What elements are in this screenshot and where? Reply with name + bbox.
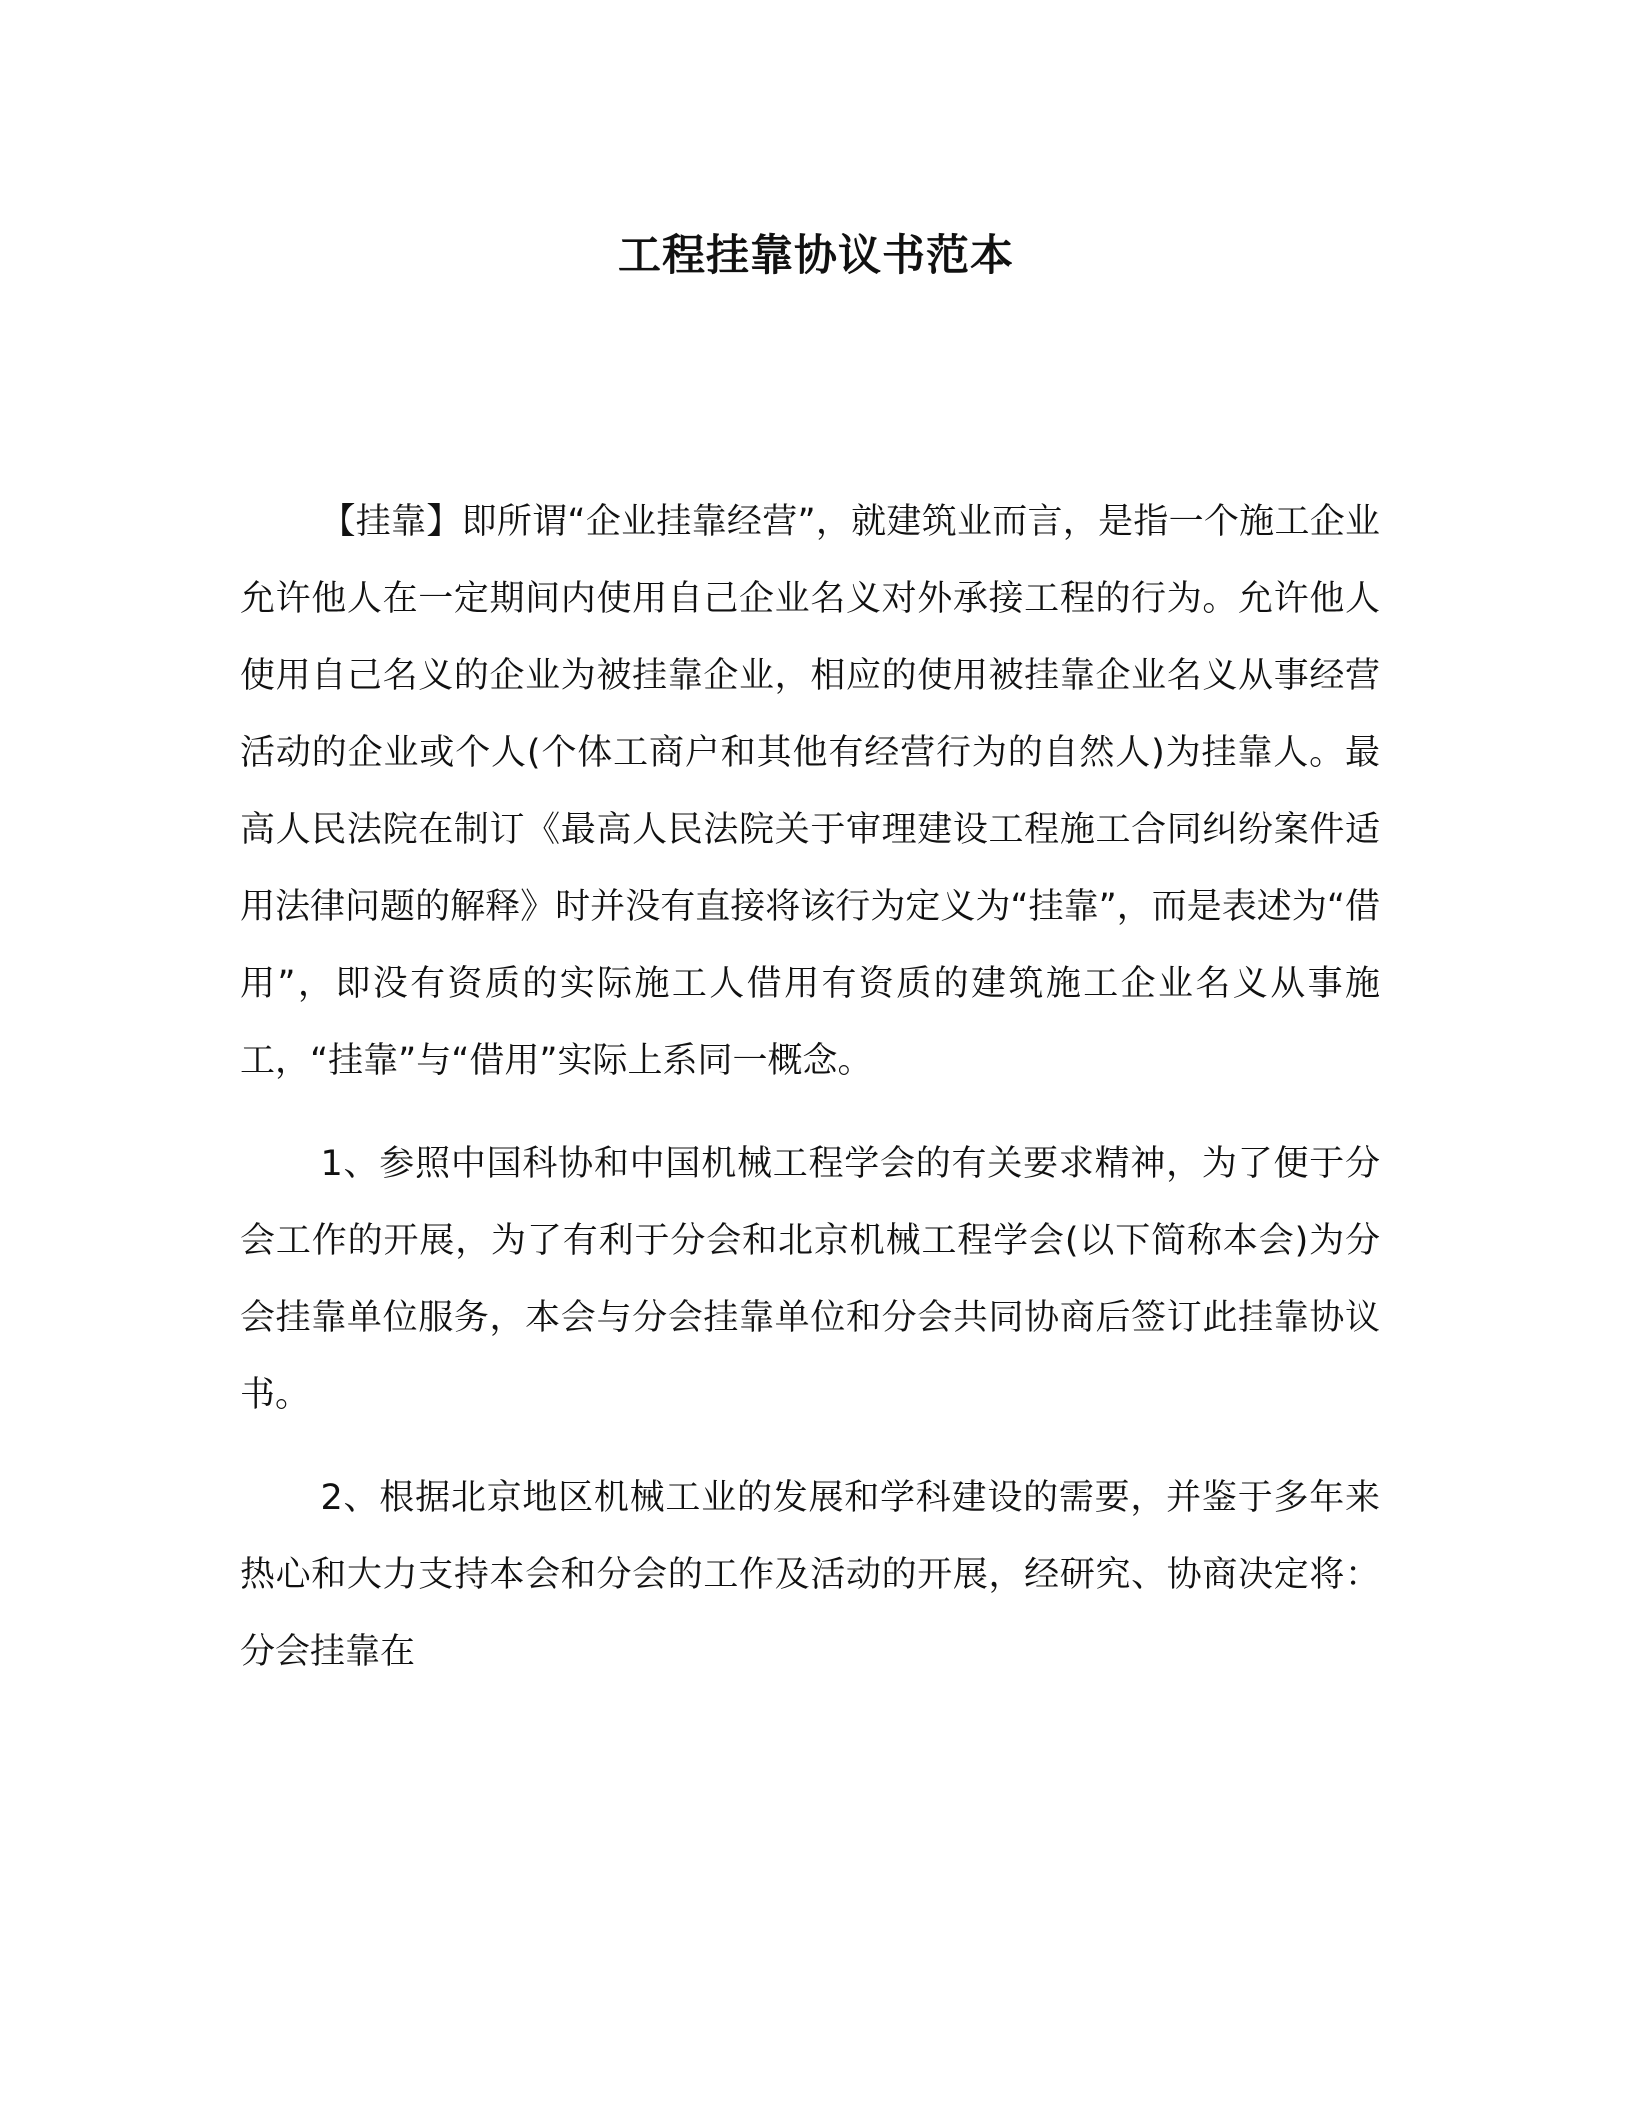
paragraph-clause-1: 1、参照中国科协和中国机械工程学会的有关要求精神，为了便于分会工作的开展，为了有利于分会和北京机械工程学会(以下简称本会)为分会挂靠单位服务，本会与分会挂靠单位和分会共同协商后签订此挂靠协议书。 [240, 1144, 1380, 1415]
paragraph-definition: 【挂靠】即所谓“企业挂靠经营”，就建筑业而言，是指一个施工企业允许他人在一定期间内使用自己企业名义对外承接工程的行为。允许他人使用自己名义的企业为被挂靠企业，相应的使用被挂靠企业名义从事经营活动的企业或个人(个体工商户和其他有经营行为的自然人)为挂靠人。最高人民法院在制订《最高人民法院关于审理建设工程施工合同纠纷案件适用法律问题的解释》时并没有直接将该行为定义为“挂靠”，而是表述为“借用”，即没有资质的实际施工人借用有资质的建筑施工企业名义从事施工，“挂靠”与“借用”实际上系同一概念。 [240, 502, 1380, 1081]
document-title: 工程挂靠协议书范本 [618, 231, 1014, 281]
paragraph-clause-2: 2、根据北京地区机械工业的发展和学科建设的需要，并鉴于多年来热心和大力支持本会和分会的工作及活动的开展，经研究、协商决定将： 分会挂靠在 [240, 1478, 1380, 1672]
document-body [240, 484, 1380, 1691]
